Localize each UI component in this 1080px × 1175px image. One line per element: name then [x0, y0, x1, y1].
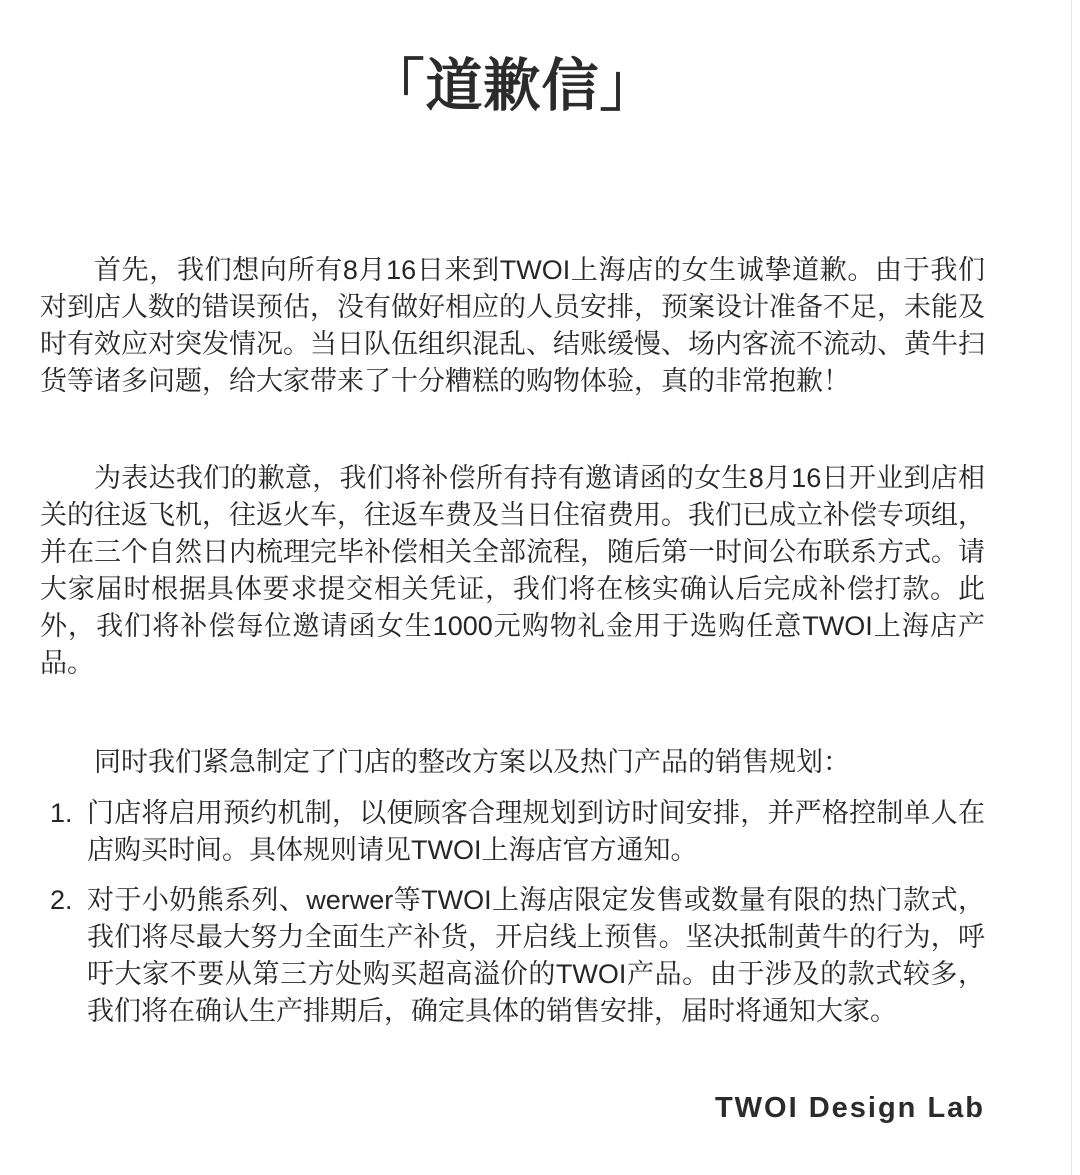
- improvement-list: [40, 795, 985, 1030]
- list-item-reservation: [40, 795, 985, 869]
- list-item-number: 2.: [50, 885, 73, 915]
- list-item-restock: [40, 882, 985, 1030]
- letter-title: 「道歉信」: [367, 54, 658, 118]
- paragraph-compensation: 为表达我们的歉意，我们将补偿所有持有邀请函的女生8月16日开业到店相关的往返飞机，往返火车，往返车费及当日住宿费用。我们已成立补偿专项组，并在三个自然日内梳理完毕补偿相关全部流程，随后第一时间公布联系方式。请大家届时根据具体要求提交相关凭证，我们将在核实确认后完成补偿打款。此外，我们将补偿每位邀请函女生1000元购物礼金用于选购任意TWOI上海店产品。: [40, 463, 985, 678]
- list-item-text: 对于小奶熊系列、werwer等TWOI上海店限定发售或数量有限的热门款式，我们将尽最大努力全面生产补货，开启线上预售。坚决抵制黄牛的行为，呼吁大家不要从第三方处购买超高溢价的TWOI产品。由于涉及的款式较多，我们将在确认生产排期后，确定具体的销售安排，届时将通知大家。: [87, 885, 985, 1026]
- list-item-text: 门店将启用预约机制，以便顾客合理规划到访时间安排，并严格控制单人在店购买时间。具体规则请见TWOI上海店官方通知。: [87, 798, 985, 865]
- list-item-number: 1.: [50, 798, 73, 828]
- paragraph-plan-intro: 同时我们紧急制定了门店的整改方案以及热门产品的销售规划：: [94, 747, 850, 777]
- page-edge-line: [1071, 0, 1072, 1175]
- paragraph-apology: 首先，我们想向所有8月16日来到TWOI上海店的女生诚挚道歉。由于我们对到店人数的错误预估，没有做好相应的人员安排，预案设计准备不足，未能及时有效应对突发情况。当日队伍组织混乱、结账缓慢、场内客流不流动、黄牛扫货等诸多问题，给大家带来了十分糟糕的购物体验，真的非常抱歉！: [40, 255, 985, 396]
- footer-signature: TWOI Design Lab: [714, 1092, 985, 1124]
